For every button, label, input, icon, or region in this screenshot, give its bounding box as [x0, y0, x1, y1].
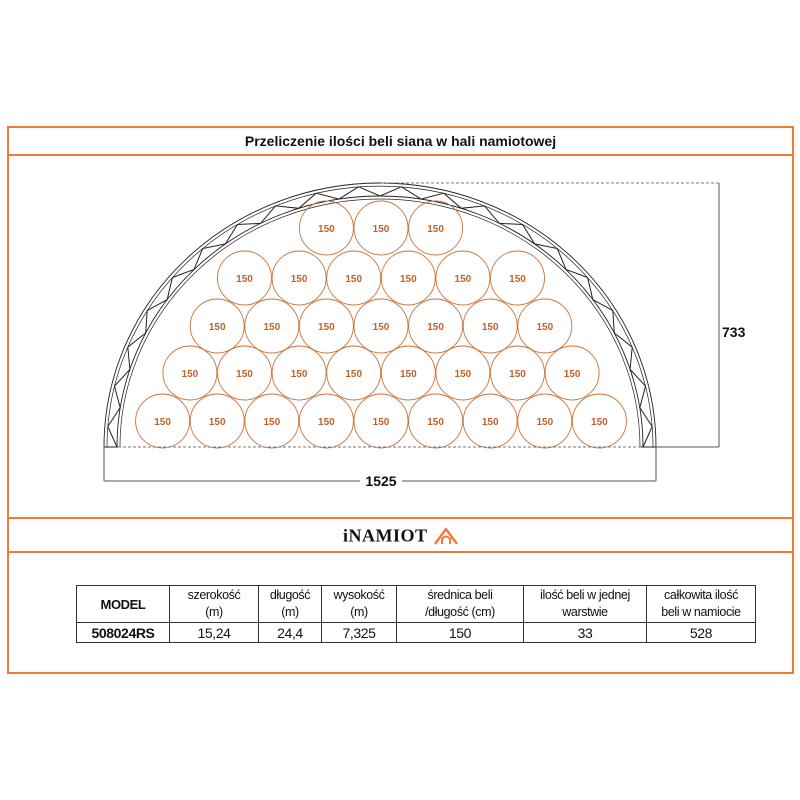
- table-header-row: [77, 586, 756, 623]
- header-line: szerokość: [187, 588, 241, 602]
- bale-label: 150: [399, 369, 417, 380]
- header-line: długość: [269, 588, 311, 602]
- bale-label: 150: [399, 274, 417, 285]
- column-header: [322, 586, 397, 623]
- bale-label: 150: [454, 274, 472, 285]
- bale-label: 150: [208, 417, 226, 428]
- header-line: /długość (cm): [425, 605, 495, 619]
- bale-label: 150: [563, 369, 581, 380]
- column-header: [259, 586, 322, 623]
- header-line: średnica beli: [427, 588, 493, 602]
- bale-label: 150: [154, 417, 171, 428]
- table-cell: 150: [397, 623, 524, 643]
- page-title: Przeliczenie ilości beli siana w hali namiotowej: [9, 128, 792, 156]
- bale-label: 150: [236, 369, 253, 380]
- logo: iNAMIOT: [343, 525, 428, 546]
- bale-label: 150: [481, 417, 499, 428]
- bale-label: 150: [236, 274, 253, 285]
- column-header: [397, 586, 524, 623]
- bale-label: 150: [181, 369, 199, 380]
- bale-label: 150: [427, 224, 444, 235]
- height-label: 733: [722, 324, 746, 340]
- bale-label: 150: [290, 274, 308, 285]
- header-line: (m): [281, 605, 299, 619]
- bale-label: 150: [318, 417, 335, 428]
- width-label: 1525: [365, 473, 397, 489]
- bale-label: 150: [536, 322, 554, 333]
- column-header: [647, 586, 756, 623]
- bale-label: 150: [427, 322, 444, 333]
- header-line: MODEL: [100, 596, 146, 612]
- bale-label: 150: [509, 274, 526, 285]
- table-cell: 33: [524, 623, 647, 643]
- bale-label: 150: [454, 369, 472, 380]
- specification-table: [76, 585, 756, 643]
- bale-label: 150: [345, 369, 363, 380]
- bale-label: 150: [263, 322, 281, 333]
- column-header: [524, 586, 647, 623]
- bale-label: 150: [318, 322, 335, 333]
- table-cell: 7,325: [322, 623, 397, 643]
- column-header: [170, 586, 259, 623]
- bale-label: 150: [372, 224, 390, 235]
- table-row: [77, 623, 756, 643]
- table-cell: 528: [647, 623, 756, 643]
- bale-label: 150: [509, 369, 526, 380]
- bale-label: 150: [536, 417, 554, 428]
- column-header: [77, 586, 170, 623]
- header-line: warstwie: [562, 605, 608, 619]
- header-line: (m): [350, 605, 368, 619]
- dimensions: [104, 183, 719, 481]
- bale-label: 150: [208, 322, 226, 333]
- bale-label: 150: [481, 322, 499, 333]
- bale-label: 150: [318, 224, 335, 235]
- bale-label: 150: [263, 417, 281, 428]
- hay-bales: [136, 201, 627, 448]
- table-cell: 508024RS: [77, 623, 170, 643]
- table-cell: 24,4: [259, 623, 322, 643]
- document-frame: [7, 126, 794, 674]
- tent-icon: [434, 527, 458, 545]
- header-line: wysokość: [333, 588, 385, 602]
- bale-label: 150: [290, 369, 308, 380]
- bale-label: 150: [372, 417, 390, 428]
- header-line: ilość beli w jednej: [540, 588, 630, 602]
- header-line: beli w namiocie: [661, 605, 741, 619]
- table-cell: 15,24: [170, 623, 259, 643]
- bale-label: 150: [591, 417, 608, 428]
- bale-label: 150: [345, 274, 363, 285]
- header-line: (m): [205, 605, 223, 619]
- bale-label: 150: [427, 417, 444, 428]
- bale-label: 150: [372, 322, 390, 333]
- arch-chord: [104, 183, 656, 447]
- header-line: całkowita ilość: [664, 588, 738, 602]
- arch-truss: [104, 183, 656, 447]
- logo-bar: [9, 517, 792, 553]
